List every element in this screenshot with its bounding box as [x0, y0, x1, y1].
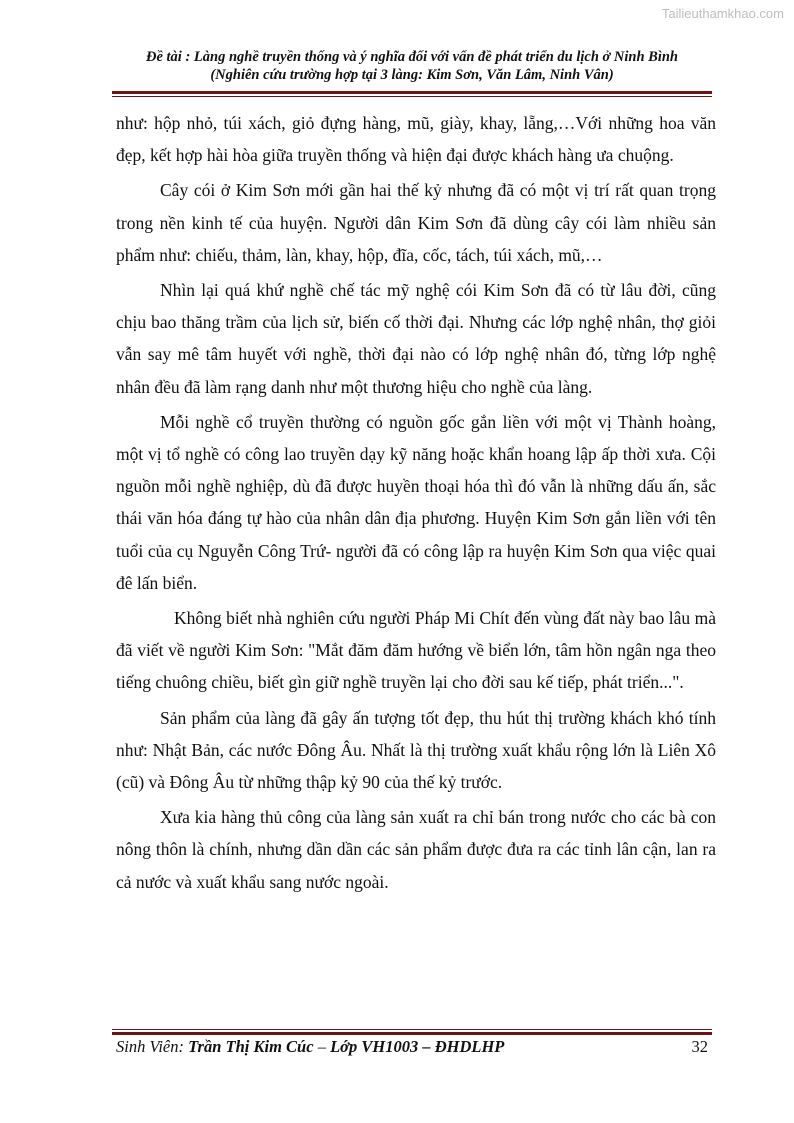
- paragraph-2: Cây cói ở Kim Sơn mới gần hai thế kỷ nhưng đã có một vị trí rất quan trọng trong nền kinh tế của huyện. Người dân Kim Sơn đã dùng cây cói làm nhiều sản phẩm như: chiếu, thảm, làn, khay, hộp, đĩa, cốc, tách, túi xách, mũ,…: [116, 180, 716, 265]
- paragraph-6: Sản phẩm của làng đã gây ấn tượng tốt đẹp, thu hút thị trường khách khó tính như: Nhật Bản, các nước Đông Âu. Nhất là thị trường xuất khẩu rộng lớn là Liên Xô (cũ) và Đông Âu từ những thập kỷ 90 của thế kỷ trước.: [116, 707, 716, 793]
- page-footer: [116, 1037, 712, 1057]
- header-title: Đề tài : Làng nghề truyền thống và ý nghĩa đối với vấn đề phát triển du lịch ở Ninh Bình: [146, 49, 678, 65]
- footer-divider: [112, 1029, 712, 1035]
- footer-separator: –: [313, 1037, 331, 1056]
- watermark: Tailieuthamkhao.com: [661, 6, 784, 21]
- page-number: 32: [691, 1037, 708, 1056]
- paragraph-1: như: hộp nhỏ, túi xách, giỏ đựng hàng, mũ, giày, khay, lẵng,…Với những hoa văn đẹp, kết hợp hài hòa giữa truyền thống và hiện đại được khách hàng ưa chuộng.: [116, 113, 716, 166]
- footer-label: Sinh Viên:: [116, 1037, 189, 1056]
- paragraph-4: Mỗi nghề cổ truyền thường có nguồn gốc gắn liền với một vị Thành hoàng, một vị tổ nghề có công lao truyền dạy kỹ năng hoặc khẩn hoang lập ấp thời xưa. Cội nguồn mỗi nghề nghiệp, dù đã được huyền thoại hóa thì đó vẫn là những dấu ấn, sắc thái văn hóa đáng tự hào của nhân dân địa phương. Huyện Kim Sơn gắn liền với tên tuổi của cụ Nguyễn Công Trứ- người đã có công lập ra huyện Kim Sơn qua việc quai đê lấn biển.: [116, 411, 716, 593]
- header-divider: [112, 91, 712, 97]
- document-body: [116, 107, 716, 901]
- footer-student-name: Trần Thị Kim Cúc: [188, 1037, 314, 1056]
- footer-class-info: Lớp VH1003 – ĐHDLHP: [330, 1037, 505, 1056]
- header-subtitle: (Nghiên cứu trường hợp tại 3 làng: Kim Sơn, Văn Lâm, Ninh Vân): [210, 67, 614, 83]
- page-header: [112, 48, 712, 84]
- paragraph-7: Xưa kia hàng thủ công của làng sản xuất ra chỉ bán trong nước cho các bà con nông thôn là chính, nhưng dần dần các sản phẩm được đưa ra các tỉnh lân cận, lan ra cả nước và xuất khẩu sang nước ngoài.: [116, 807, 716, 892]
- paragraph-5: Không biết nhà nghiên cứu người Pháp Mi Chít đến vùng đất này bao lâu mà đã viết về người Kim Sơn: "Mắt đăm đăm hướng về biển lớn, tâm hồn ngân nga theo tiếng chuông chiều, biết gìn giữ nghề truyền lại cho đời sau kế tiếp, phát triển...".: [116, 608, 716, 693]
- paragraph-3: Nhìn lại quá khứ nghề chế tác mỹ nghệ cói Kim Sơn đã có từ lâu đời, cũng chịu bao thăng trầm của lịch sử, biến cố thời đại. Nhưng các lớp nghệ nhân, thợ giỏi vẫn say mê tâm huyết với nghề, thời đại nào có lớp nghệ nhân đó, từng lớp nghệ nhân đều đã làm rạng danh như một thương hiệu cho nghề của làng.: [116, 280, 716, 397]
